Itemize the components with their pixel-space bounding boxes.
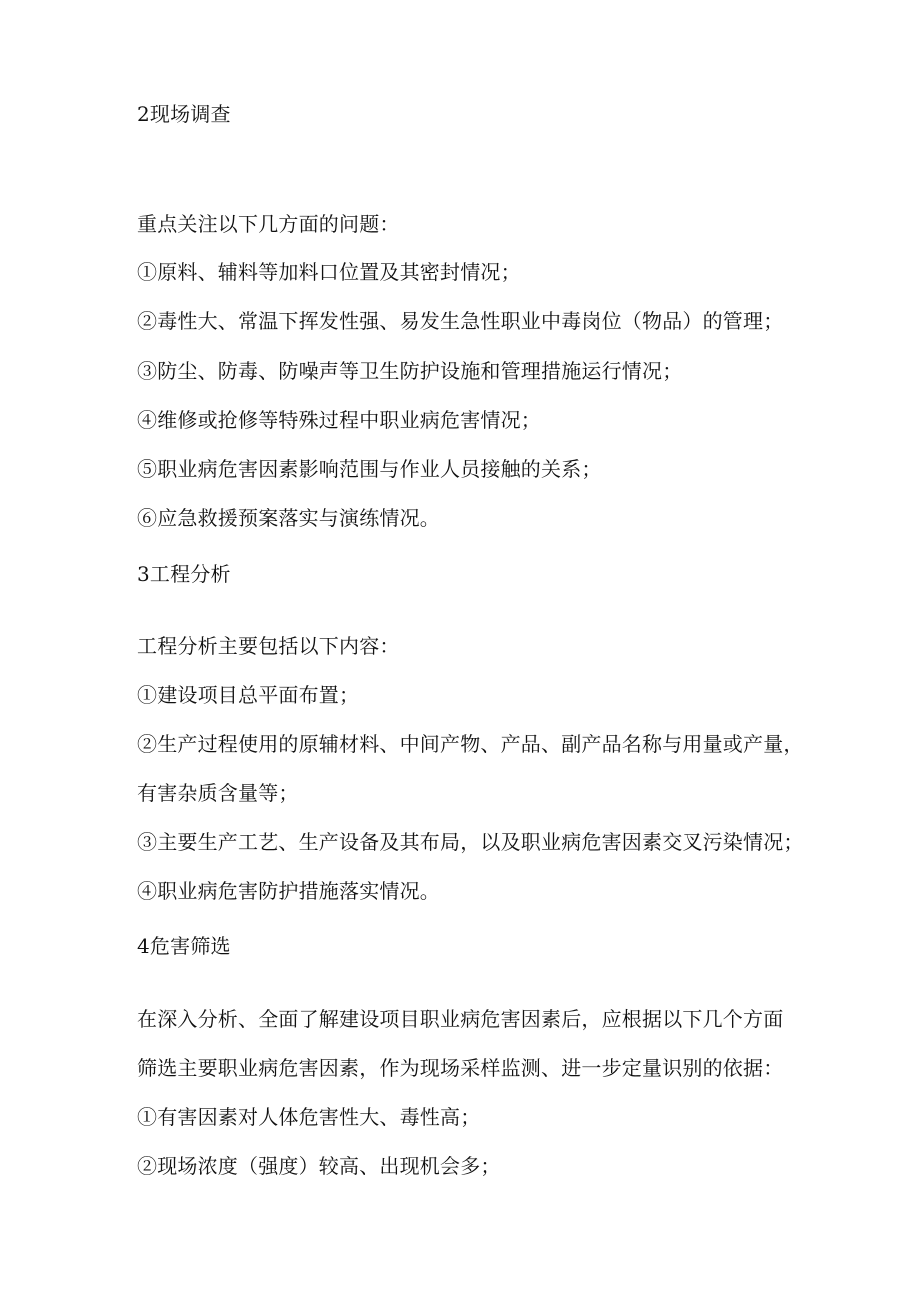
section-3-item: ③主要生产工艺、生产设备及其布局，以及职业病危害因素交叉污染情况； [137,830,804,854]
section-3-item: 有害杂质含量等； [137,781,299,805]
section-3-heading: 3工程分析 [137,562,231,586]
section-4-intro-line: 在深入分析、全面了解建设项目职业病危害因素后，应根据以下几个方面 [137,1007,784,1031]
section-2-item: ②毒性大、常温下挥发性强、易发生急性职业中毒岗位（物品）的管理； [137,309,784,333]
section-2-item: ④维修或抢修等特殊过程中职业病危害情况； [137,408,541,432]
section-3-item: ①建设项目总平面布置； [137,683,360,707]
section-4-intro-line: 筛选主要职业病危害因素，作为现场采样监测、进一步定量识别的依据： [137,1056,784,1080]
section-3-intro: 工程分析主要包括以下内容： [137,634,400,658]
section-4-item: ①有害因素对人体危害性大、毒性高； [137,1105,481,1129]
section-2-heading: 2现场调查 [137,102,231,126]
section-2-item: ①原料、辅料等加料口位置及其密封情况； [137,260,521,284]
section-2-intro: 重点关注以下几方面的问题： [137,212,400,236]
section-3-item: ④职业病危害防护措施落实情况。 [137,879,440,903]
section-2-item: ⑤职业病危害因素影响范围与作业人员接触的关系； [137,457,602,481]
section-2-item: ⑥应急救援预案落实与演练情况。 [137,506,440,530]
section-4-heading: 4危害筛选 [137,934,231,958]
section-2-item: ③防尘、防毒、防噪声等卫生防护设施和管理措施运行情况； [137,359,683,383]
section-3-item: ②生产过程使用的原辅材料、中间产物、产品、副产品名称与用量或产量， [137,732,804,756]
section-4-item: ②现场浓度（强度）较高、出现机会多； [137,1154,501,1178]
